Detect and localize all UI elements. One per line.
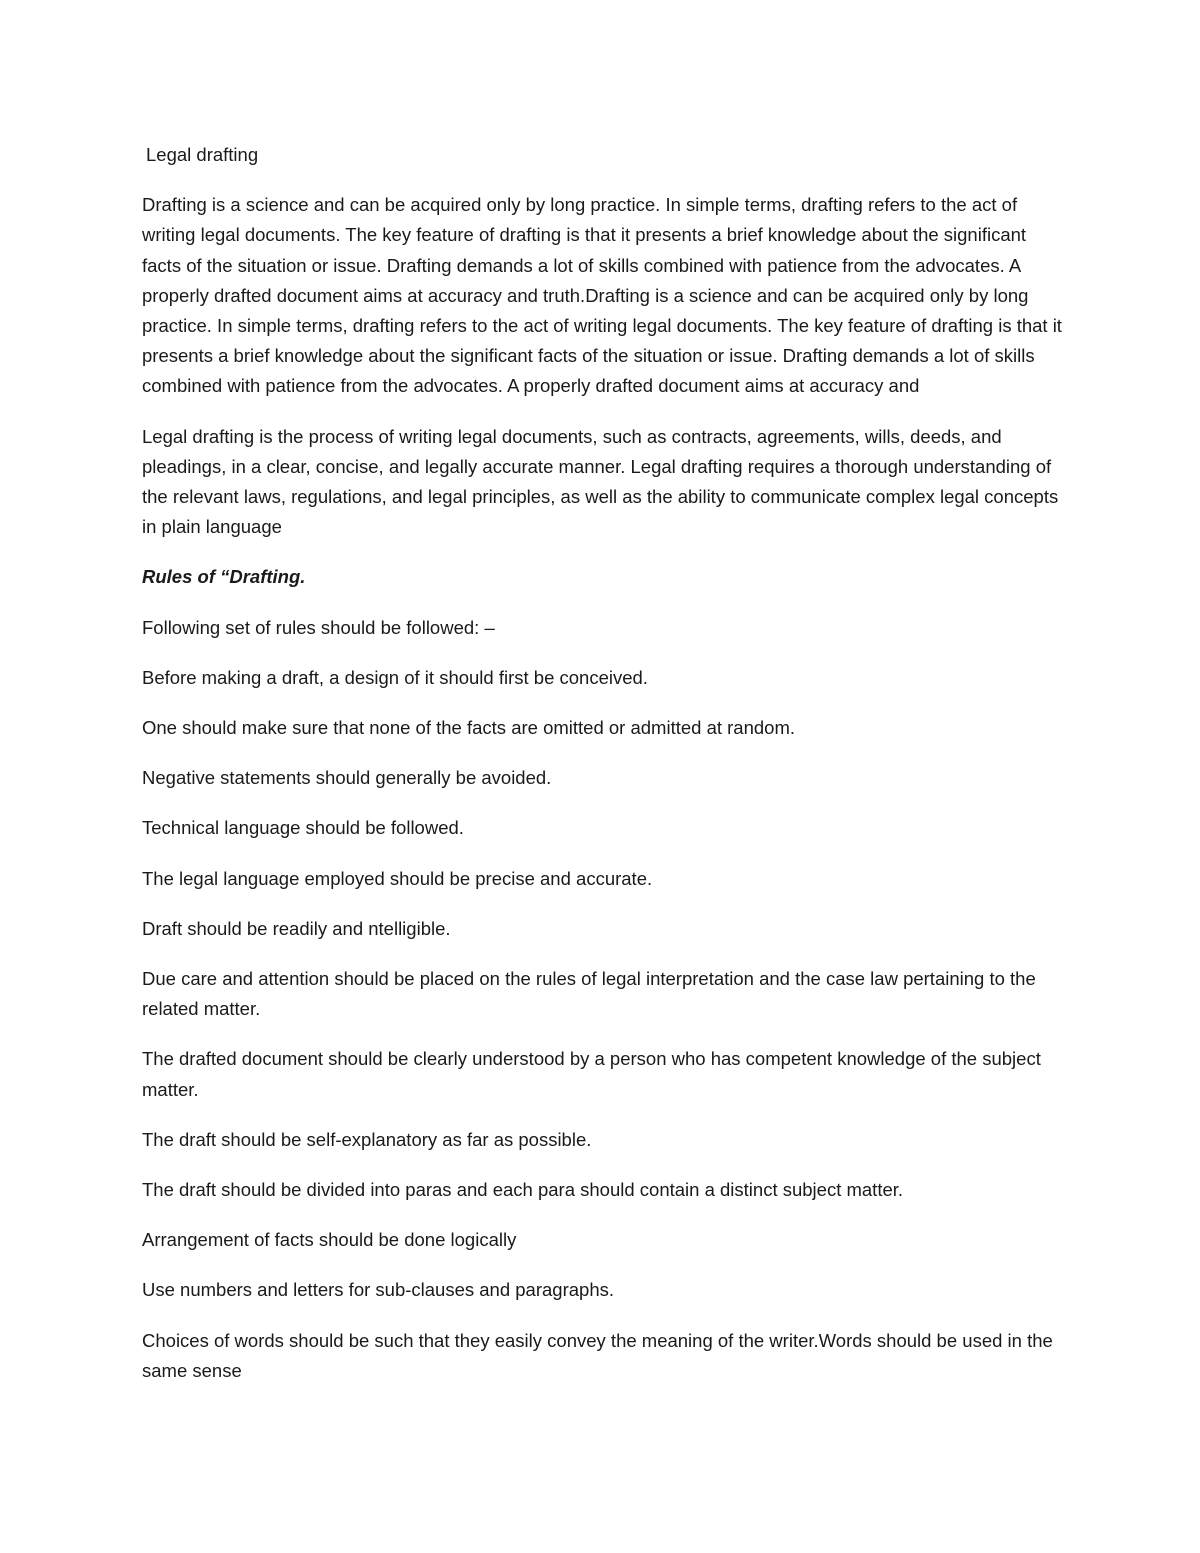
rule-item: One should make sure that none of the facts are omitted or admitted at random. — [142, 717, 796, 739]
intro-paragraph: Drafting is a science and can be acquired only by long practice. In simple terms, drafting refers to the act of writing legal documents. The key feature of drafting is that it presents a brief knowledge about the significant facts of the situation or issue. Drafting demands a lot of skills combined with patience from the advocates. A properly drafted document aims at accuracy and truth.Drafting is a science and can be acquired only by long practice. In simple terms, drafting refers to the act of writing legal documents. The key feature of drafting is that it presents a brief knowledge about the significant facts of the situation or issue. Drafting demands a lot of skills combined with patience from the advocates. A properly drafted document aims at accuracy and — [142, 194, 1062, 397]
rules-intro: Following set of rules should be followed: – — [142, 616, 495, 638]
rule-item: Due care and attention should be placed on the rules of legal interpretation and the case law pertaining to the related matter. — [142, 968, 1036, 1020]
intro-paragraph: Legal drafting is the process of writing legal documents, such as contracts, agreements, wills, deeds, and pleadings, in a clear, concise, and legally accurate manner. Legal drafting requires a thorough understanding of the relevant laws, regulations, and legal principles, as well as the ability to communicate complex legal concepts in plain language — [142, 425, 1059, 538]
rule-item: The drafted document should be clearly understood by a person who has competent knowledge of the subject matter. — [142, 1048, 1041, 1100]
rule-item: Use numbers and letters for sub-clauses and paragraphs. — [142, 1279, 615, 1301]
rules-heading: Rules of “Drafting. — [142, 566, 306, 588]
rule-item: The draft should be self-explanatory as far as possible. — [142, 1128, 592, 1150]
rule-item: The draft should be divided into paras and each para should contain a distinct subject matter. — [142, 1179, 904, 1201]
rule-item: Arrangement of facts should be done logically — [142, 1229, 517, 1251]
rule-item: Draft should be readily and ntelligible. — [142, 917, 451, 939]
rule-item: Before making a draft, a design of it should first be conceived. — [142, 666, 648, 688]
rule-item: The legal language employed should be precise and accurate. — [142, 867, 653, 889]
document-title: Legal drafting — [146, 144, 259, 165]
rule-item: Choices of words should be such that they easily convey the meaning of the writer.Words should be used in the same sense — [142, 1329, 1053, 1381]
document-body — [142, 140, 1067, 1406]
rule-item: Technical language should be followed. — [142, 817, 464, 839]
rule-item: Negative statements should generally be avoided. — [142, 767, 552, 789]
